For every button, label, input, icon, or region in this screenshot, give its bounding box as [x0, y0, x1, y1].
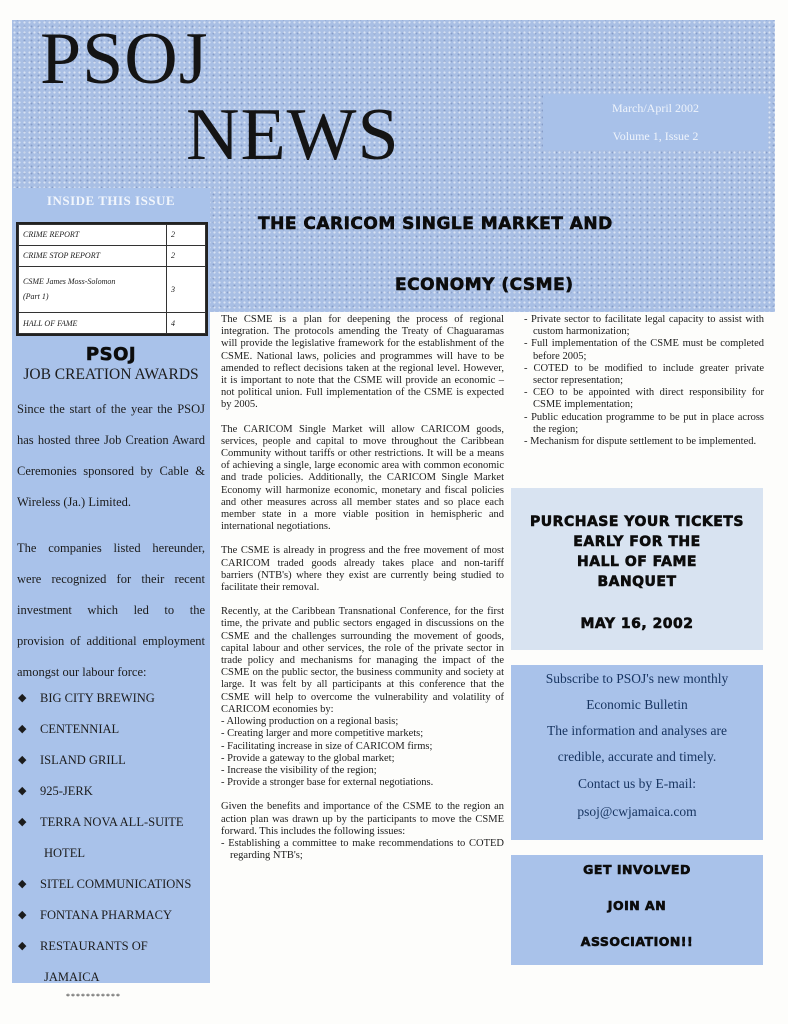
toc-page: 4 — [167, 313, 206, 334]
list-item: ◆ RESTAURANTS OF — [18, 931, 208, 962]
tickets-heading-line: HALL OF FAME — [577, 554, 697, 570]
action-plan-list-continued — [524, 314, 764, 448]
newsletter-title-psoj: PSOJ — [40, 18, 209, 100]
list-item: - Full implementation of the CSME must be completed before 2005; — [524, 338, 764, 362]
diamond-bullet-icon: ◆ — [18, 816, 27, 828]
issue-volume: Volume 1, Issue 2 — [612, 129, 699, 143]
toc-page: 2 — [167, 245, 206, 266]
list-item: - Provide a gateway to the global market; — [221, 752, 395, 764]
article-paragraph: Recently, at the Caribbean Transnational Conference, for the first time, the private and public sectors engaged in discussions on the CSME and the challenges surrounding the movement of goods, capital labour and other services, the role of the private sector in trade policy and mechanisms for managing the impact of the CSME on the public sector, the business community and society at large. It was felt by all participants at this conference that the CSME will help to overcome the vulnerability and volatility of CARICOM economies by: — [221, 606, 504, 715]
star-divider: *********** — [66, 992, 121, 1001]
get-involved-line: JOIN AN — [607, 898, 667, 913]
toc-row[interactable] — [19, 266, 206, 313]
subscribe-line: The information and analyses are — [547, 723, 727, 738]
toc-title: CRIME STOP REPORT — [19, 245, 167, 266]
article-headline-line1: THE CARICOM SINGLE MARKET AND — [258, 214, 613, 234]
company-list — [18, 683, 208, 993]
list-item: ◆ CENTENNIAL — [18, 714, 208, 745]
get-involved-line: GET INVOLVED — [583, 862, 691, 877]
article-column-middle — [221, 314, 504, 862]
article-paragraph: Given the benefits and importance of the CSME to the region an action plan was drawn up by the participants to move the CSME forward. This includes the following issues: — [221, 801, 504, 837]
list-item: - CEO to be appointed with direct responsibility for CSME implementation; — [524, 387, 764, 411]
diamond-bullet-icon: ◆ — [18, 723, 27, 735]
awards-list-intro: The companies listed hereunder, were recognized for their recent investment which led to the provision of additional employment amongst our labour force: — [17, 541, 205, 679]
toc-title: HALL OF FAME — [19, 313, 167, 334]
table-of-contents — [16, 222, 208, 336]
awards-title: JOB CREATION AWARDS — [23, 366, 199, 383]
toc-title: CRIME REPORT — [19, 225, 167, 246]
toc-title-line: CSME James Moss-Solomon — [23, 277, 116, 287]
list-item: ◆ FONTANA PHARMACY — [18, 900, 208, 931]
article-paragraph: The CSME is already in progress and the free movement of most CARICOM traded goods already takes place and non-tariff barriers (NTB's) where they exist are currently being studied to facilitate their removal. — [221, 545, 504, 594]
list-item: ◆ BIG CITY BREWING — [18, 683, 208, 714]
inside-this-issue-heading: INSIDE THIS ISSUE — [46, 193, 176, 208]
toc-row[interactable] — [19, 225, 206, 246]
awards-intro: Since the start of the year the PSOJ has hosted three Job Creation Award Ceremonies sponsored by Cable & Wireless (Ja.) Limited. — [17, 402, 205, 509]
tickets-date: MAY 16, 2002 — [580, 616, 694, 632]
diamond-bullet-icon: ◆ — [18, 785, 27, 797]
benefits-list — [221, 716, 504, 789]
list-item: ◆ TERRA NOVA ALL-SUITE — [18, 807, 208, 838]
diamond-bullet-icon: ◆ — [18, 754, 27, 766]
subscribe-line: credible, accurate and timely. — [557, 749, 717, 764]
toc-title-line: (Part 1) — [23, 292, 49, 302]
toc-row[interactable] — [19, 245, 206, 266]
list-item: ◆ 925-JERK — [18, 776, 208, 807]
list-item: ◆ ISLAND GRILL — [18, 745, 208, 776]
action-plan-list — [221, 838, 504, 862]
diamond-bullet-icon: ◆ — [18, 878, 27, 890]
toc-page: 2 — [167, 225, 206, 246]
subscribe-line: Subscribe to PSOJ's new monthly — [545, 671, 729, 686]
diamond-bullet-icon: ◆ — [18, 909, 27, 921]
subscribe-line: Economic Bulletin — [586, 697, 688, 712]
toc-page: 3 — [167, 266, 206, 313]
toc-row[interactable] — [19, 313, 206, 334]
list-item: - Public education programme to be put in place across the region; — [524, 411, 764, 435]
subscribe-line: Contact us by E-mail: — [577, 776, 697, 791]
list-item: HOTEL — [44, 846, 85, 860]
tickets-heading — [511, 512, 763, 592]
list-item: - Allowing production on a regional basis; — [221, 716, 399, 728]
list-item: ◆ SITEL COMMUNICATIONS — [18, 869, 208, 900]
tickets-heading-line: EARLY FOR THE — [573, 534, 701, 550]
list-item: - Private sector to facilitate legal capacity to assist with custom harmonization; — [524, 314, 764, 338]
diamond-bullet-icon: ◆ — [18, 940, 27, 952]
tickets-heading-line: BANQUET — [597, 574, 677, 590]
list-item: - Mechanism for dispute settlement to be implemented. — [524, 436, 757, 448]
article-column-right — [524, 314, 764, 448]
get-involved-line: ASSOCIATION!! — [580, 934, 694, 949]
newsletter-title-news: NEWS — [186, 94, 400, 176]
list-item: - COTED to be modified to include greater private sector representation; — [524, 362, 764, 387]
tickets-heading-line: PURCHASE YOUR TICKETS — [530, 514, 744, 530]
list-item: JAMAICA — [44, 970, 100, 984]
awards-brand: PSOJ — [85, 344, 137, 365]
list-item: - Establishing a committee to make recommendations to COTED regarding NTB's; — [221, 837, 504, 862]
diamond-bullet-icon: ◆ — [18, 692, 27, 704]
article-paragraph: The CARICOM Single Market will allow CARICOM goods, services, people and capital to move throughout the Caribbean Community without tariffs or other restrictions. It will be a means of achieving a single, large economic area with common economic and trade policies. Additionally, the CARICOM Single Market Economy will harmonize economic, monetary and fiscal policies and other measures across all member states and so place each member state in a more viable position in hemispheric and international negotiations. — [221, 423, 504, 533]
list-item: - Provide a stronger base for external negotiations. — [221, 777, 434, 789]
list-item: - Facilitating increase in size of CARICOM firms; — [221, 740, 433, 752]
subscribe-email-link[interactable]: psoj@cwjamaica.com — [577, 804, 697, 819]
list-item: - Creating larger and more competitive markets; — [221, 728, 424, 740]
list-item: - Increase the visibility of the region; — [221, 764, 377, 776]
issue-date: March/April 2002 — [612, 101, 699, 115]
toc-title — [19, 266, 167, 313]
article-headline-line2: ECONOMY (CSME) — [395, 275, 574, 295]
issue-info-box — [543, 94, 768, 150]
article-paragraph: The CSME is a plan for deepening the process of regional integration. The protocols amending the Treaty of Chaguaramas will provide the legislative framework for the establishment of the CSME. National laws, policies and programmes will have to be amended to reflect decisions taken at the regional level. However, it is important to note that the CSME will provide an economic – not political union. Full implementation of the CSME is expected by 2005. — [221, 314, 504, 411]
